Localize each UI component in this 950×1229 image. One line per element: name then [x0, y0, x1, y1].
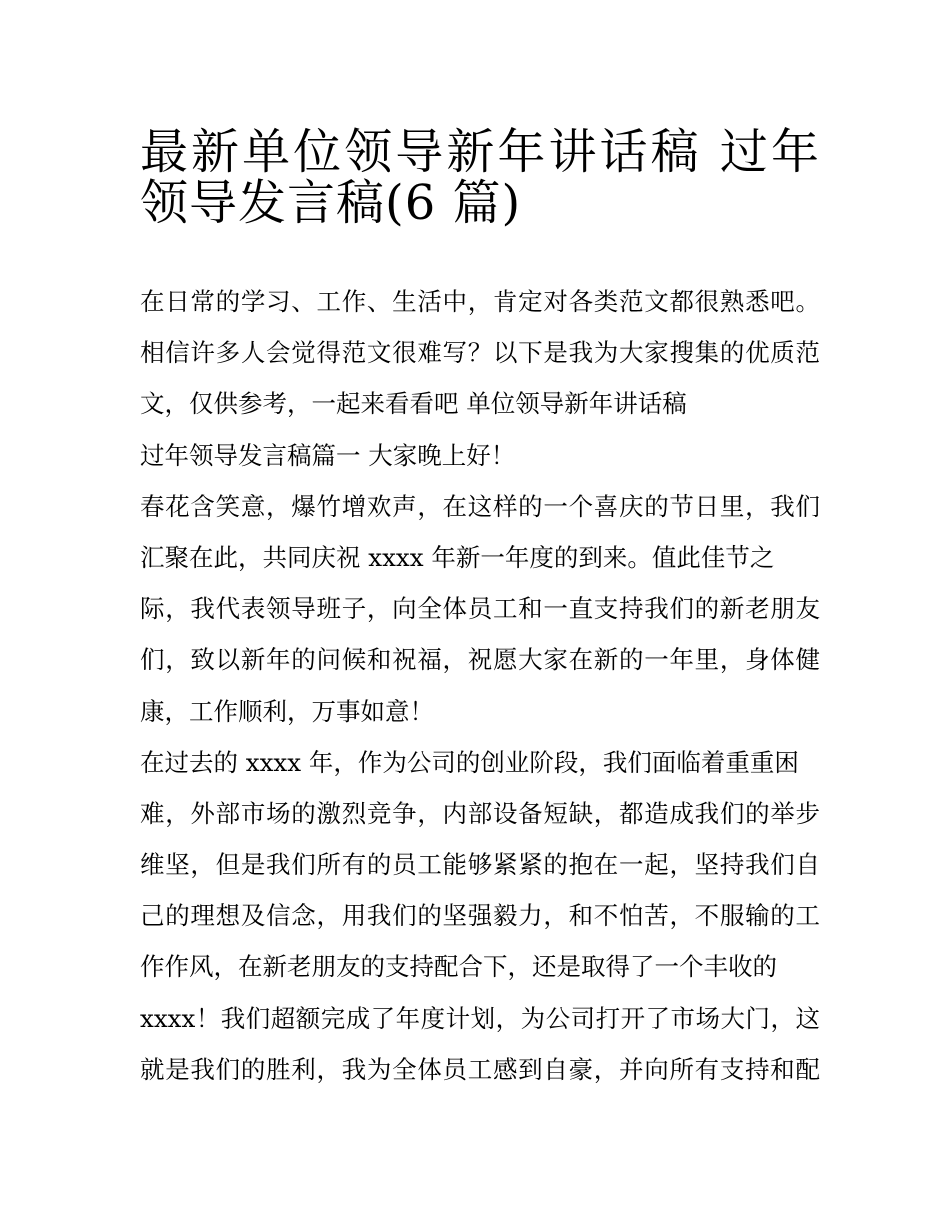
body-line: 文，仅供参考，一起来看看吧 单位领导新年讲话稿	[140, 389, 687, 419]
document-body	[140, 276, 820, 1095]
title-line: 领导发言稿(6 篇)	[140, 175, 522, 232]
document-title	[140, 112, 820, 232]
body-line: 相信许多人会觉得范文很难写？以下是我为大家搜集的优质范	[140, 338, 820, 368]
body-line: xxxx！我们超额完成了年度计划，为公司打开了市场大门，这	[140, 1003, 820, 1033]
body-line: 春花含笑意，爆竹增欢声，在这样的一个喜庆的节日里，我们	[140, 491, 820, 521]
body-line: 在日常的学习、工作、生活中，肯定对各类范文都很熟悉吧。	[140, 287, 820, 316]
body-line: 际，我代表领导班子，向全体员工和一直支持我们的新老朋友	[140, 594, 820, 624]
body-line: 在过去的 xxxx 年，作为公司的创业阶段，我们面临着重重困	[140, 747, 799, 777]
body-line: 作作风，在新老朋友的支持配合下，还是取得了一个丰收的	[140, 952, 777, 982]
body-line: 过年领导发言稿篇一 大家晚上好！	[140, 440, 516, 470]
body-line: 维坚，但是我们所有的员工能够紧紧的抱在一起，坚持我们自	[140, 850, 820, 880]
body-line: 们，致以新年的问候和祝福，祝愿大家在新的一年里，身体健	[140, 645, 820, 675]
title-line: 最新单位领导新年讲话稿 过年	[140, 124, 820, 180]
body-line: 难，外部市场的激烈竞争，内部设备短缺，都造成我们的举步	[140, 798, 820, 828]
body-line: 康，工作顺利，万事如意！	[140, 696, 434, 726]
body-line: 汇聚在此，共同庆祝 xxxx 年新一年度的到来。值此佳节之	[140, 542, 775, 572]
body-line: 就是我们的胜利，我为全体员工感到自豪，并向所有支持和配	[140, 1054, 820, 1084]
body-line: 己的理想及信念，用我们的坚强毅力，和不怕苦，不服输的工	[140, 901, 820, 931]
